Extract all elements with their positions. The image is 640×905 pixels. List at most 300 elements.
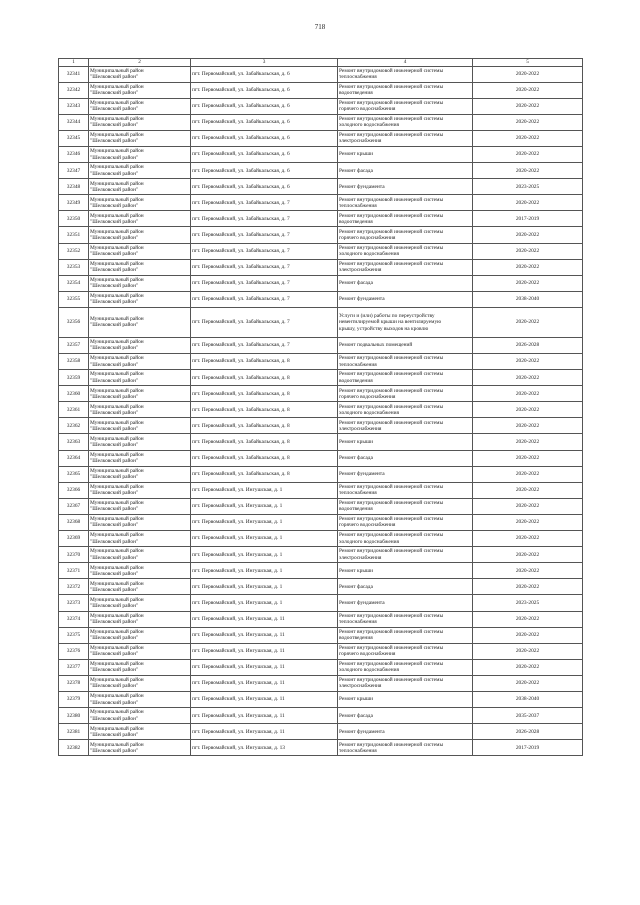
municipality-line: Муниципальный район — [90, 645, 144, 652]
address-cell: пгт. Первомайский, ул. Забайкальская, д. 7 — [191, 243, 338, 259]
municipality-cell — [89, 466, 191, 482]
table-row — [59, 82, 583, 98]
work-type-line: Ремонт внутридомовой инженерной системы — [339, 83, 444, 90]
work-type-cell — [338, 307, 473, 337]
municipality-line: Муниципальный район — [90, 516, 144, 523]
table-row — [59, 259, 583, 275]
municipality-line: "Шелковский район" — [90, 90, 139, 97]
table-row — [59, 643, 583, 659]
municipality-cell — [89, 740, 191, 756]
municipality-line: Муниципальный район — [90, 580, 144, 587]
period-cell: 2023-2025 — [473, 179, 583, 195]
municipality-line: Муниципальный район — [90, 725, 144, 732]
column-number: 1 — [59, 59, 89, 67]
work-type-cell — [338, 450, 473, 466]
municipality-cell — [89, 259, 191, 275]
work-type-line: Ремонт внутридомовой инженерной системы — [339, 132, 444, 139]
period-cell: 2020-2022 — [473, 643, 583, 659]
row-number: 32370 — [59, 547, 89, 563]
municipality-cell — [89, 179, 191, 195]
period-cell: 2020-2022 — [473, 370, 583, 386]
work-type-line: Ремонт фундамента — [339, 728, 385, 735]
row-number: 32371 — [59, 563, 89, 579]
period-cell: 2020-2022 — [473, 66, 583, 82]
municipality-cell — [89, 130, 191, 146]
period-cell: 2026-2028 — [473, 337, 583, 353]
work-type-line: горячего водоснабжения — [339, 522, 396, 529]
row-number: 32363 — [59, 434, 89, 450]
period-cell: 2017-2019 — [473, 740, 583, 756]
municipality-line: Муниципальный район — [90, 451, 144, 458]
address-cell: пгт. Первомайский, ул. Забайкальская, д. 8 — [191, 402, 338, 418]
address-cell: пгт. Первомайский, ул. Забайкальская, д. 6 — [191, 146, 338, 162]
work-type-line: холодного водоснабжения — [339, 122, 399, 129]
work-type-line: Ремонт внутридомовой инженерной системы — [339, 100, 444, 107]
row-number: 32356 — [59, 307, 89, 337]
period-cell: 2023-2025 — [473, 595, 583, 611]
municipality-cell — [89, 370, 191, 386]
municipality-cell — [89, 291, 191, 307]
work-type-line: горячего водоснабжения — [339, 651, 396, 658]
period-cell: 2020-2022 — [473, 259, 583, 275]
table-row — [59, 659, 583, 675]
work-type-cell — [338, 163, 473, 179]
table-row — [59, 579, 583, 595]
row-number: 32365 — [59, 466, 89, 482]
municipality-line: "Шелковский район" — [90, 345, 139, 352]
row-number: 32349 — [59, 195, 89, 211]
work-type-line: электроснабжения — [339, 554, 382, 561]
table-row — [59, 691, 583, 707]
work-type-line: Ремонт внутридомовой инженерной системы — [339, 532, 444, 539]
row-number: 32367 — [59, 498, 89, 514]
period-cell: 2020-2022 — [473, 82, 583, 98]
municipality-line: "Шелковский район" — [90, 442, 139, 449]
municipality-line: "Шелковский район" — [90, 283, 139, 290]
table-row — [59, 547, 583, 563]
municipality-line: Муниципальный район — [90, 371, 144, 378]
row-number: 32361 — [59, 402, 89, 418]
work-type-line: Ремонт фундамента — [339, 183, 385, 190]
period-cell: 2020-2022 — [473, 275, 583, 291]
period-cell: 2020-2022 — [473, 195, 583, 211]
table-row — [59, 595, 583, 611]
work-type-cell — [338, 434, 473, 450]
municipality-cell — [89, 498, 191, 514]
table-row — [59, 611, 583, 627]
municipality-line: "Шелковский район" — [90, 218, 139, 225]
row-number: 32351 — [59, 227, 89, 243]
work-type-line: электроснабжения — [339, 138, 382, 145]
work-type-cell — [338, 740, 473, 756]
work-type-line: водоотведения — [339, 218, 373, 225]
row-number: 32357 — [59, 337, 89, 353]
period-cell: 2020-2022 — [473, 163, 583, 179]
address-cell: пгт. Первомайский, ул. Забайкальская, д. 8 — [191, 434, 338, 450]
registry-table-body — [59, 59, 583, 756]
table-row — [59, 275, 583, 291]
table-row — [59, 514, 583, 530]
work-type-cell — [338, 243, 473, 259]
municipality-cell — [89, 450, 191, 466]
work-type-line: крышу, устройству выходов на кровлю — [339, 325, 429, 332]
work-type-cell — [338, 114, 473, 130]
period-cell: 2020-2022 — [473, 146, 583, 162]
period-cell: 2035-2037 — [473, 708, 583, 724]
work-type-line: холодного водоснабжения — [339, 409, 399, 416]
table-row — [59, 482, 583, 498]
period-cell: 2020-2022 — [473, 386, 583, 402]
work-type-line: Ремонт внутридомовой инженерной системы — [339, 196, 444, 203]
row-number: 32346 — [59, 146, 89, 162]
municipality-line: "Шелковский район" — [90, 299, 139, 306]
period-cell: 2020-2022 — [473, 563, 583, 579]
address-cell: пгт. Первомайский, ул. Ингушская, д. 11 — [191, 691, 338, 707]
municipality-line: Муниципальный район — [90, 628, 144, 635]
address-cell: пгт. Первомайский, ул. Забайкальская, д. 6 — [191, 114, 338, 130]
work-type-line: теплоснабжения — [339, 490, 377, 497]
period-cell: 2038-2040 — [473, 291, 583, 307]
work-type-cell — [338, 482, 473, 498]
municipality-cell — [89, 163, 191, 179]
municipality-cell — [89, 211, 191, 227]
municipality-cell — [89, 337, 191, 353]
work-type-line: Ремонт фасада — [339, 280, 373, 287]
municipality-line: Муниципальный район — [90, 148, 144, 155]
row-number: 32360 — [59, 386, 89, 402]
work-type-cell — [338, 130, 473, 146]
work-type-line: Ремонт фундамента — [339, 599, 385, 606]
municipality-line: "Шелковский район" — [90, 170, 139, 177]
work-type-line: теплоснабжения — [339, 747, 377, 754]
period-cell: 2020-2022 — [473, 531, 583, 547]
table-row — [59, 337, 583, 353]
work-type-cell — [338, 466, 473, 482]
work-type-line: холодного водоснабжения — [339, 251, 399, 258]
address-cell: пгт. Первомайский, ул. Забайкальская, д. 8 — [191, 354, 338, 370]
work-type-line: Ремонт внутридомовой инженерной системы — [339, 677, 444, 684]
row-number: 32358 — [59, 354, 89, 370]
municipality-line: "Шелковский район" — [90, 377, 139, 384]
municipality-line: Муниципальный район — [90, 403, 144, 410]
work-type-line: Ремонт крыши — [339, 438, 373, 445]
address-cell: пгт. Первомайский, ул. Забайкальская, д. 8 — [191, 466, 338, 482]
address-cell: пгт. Первомайский, ул. Ингушская, д. 11 — [191, 675, 338, 691]
municipality-line: "Шелковский район" — [90, 361, 139, 368]
municipality-line: "Шелковский район" — [90, 506, 139, 513]
row-number: 32375 — [59, 627, 89, 643]
work-type-line: Ремонт внутридомовой инженерной системы — [339, 645, 444, 652]
municipality-line: Муниципальный район — [90, 709, 144, 716]
work-type-line: Ремонт фасада — [339, 712, 373, 719]
work-type-cell — [338, 98, 473, 114]
work-type-line: Ремонт внутридомовой инженерной системы — [339, 419, 444, 426]
period-cell: 2020-2022 — [473, 675, 583, 691]
municipality-cell — [89, 275, 191, 291]
row-number: 32362 — [59, 418, 89, 434]
municipality-line: Муниципальный район — [90, 677, 144, 684]
period-cell: 2017-2019 — [473, 211, 583, 227]
municipality-line: "Шелковский район" — [90, 522, 139, 529]
table-row — [59, 243, 583, 259]
work-type-line: Ремонт фасада — [339, 455, 373, 461]
row-number: 32353 — [59, 259, 89, 275]
work-type-line: Ремонт внутридомовой инженерной системы — [339, 500, 444, 507]
row-number: 32374 — [59, 611, 89, 627]
work-type-line: водоотведения — [339, 377, 373, 384]
work-type-line: Ремонт внутридомовой инженерной системы — [339, 661, 444, 668]
municipality-line: Муниципальный район — [90, 244, 144, 251]
period-cell: 2020-2022 — [473, 402, 583, 418]
municipality-line: Муниципальный район — [90, 596, 144, 603]
municipality-cell — [89, 579, 191, 595]
address-cell: пгт. Первомайский, ул. Забайкальская, д. 7 — [191, 337, 338, 353]
municipality-line: "Шелковский район" — [90, 699, 139, 706]
municipality-line: "Шелковский район" — [90, 267, 139, 274]
work-type-line: Ремонт фундамента — [339, 296, 385, 303]
row-number: 32359 — [59, 370, 89, 386]
work-type-cell — [338, 675, 473, 691]
municipality-line: Муниципальный район — [90, 661, 144, 668]
municipality-line: Муниципальный район — [90, 212, 144, 219]
period-cell: 2038-2040 — [473, 691, 583, 707]
period-cell: 2020-2022 — [473, 418, 583, 434]
period-cell: 2020-2022 — [473, 227, 583, 243]
address-cell: пгт. Первомайский, ул. Ингушская, д. 1 — [191, 579, 338, 595]
work-type-line: Ремонт фасада — [339, 167, 373, 174]
work-type-line: теплоснабжения — [339, 202, 377, 209]
work-type-line: электроснабжения — [339, 683, 382, 690]
row-number: 32355 — [59, 291, 89, 307]
period-cell: 2020-2022 — [473, 243, 583, 259]
work-type-cell — [338, 66, 473, 82]
row-number: 32376 — [59, 643, 89, 659]
municipality-cell — [89, 98, 191, 114]
table-row — [59, 146, 583, 162]
municipality-line: "Шелковский район" — [90, 186, 139, 193]
municipality-line: Муниципальный район — [90, 419, 144, 426]
municipality-line: Муниципальный район — [90, 339, 144, 346]
municipality-line: "Шелковский район" — [90, 393, 139, 400]
work-type-line: теплоснабжения — [339, 619, 377, 626]
address-cell: пгт. Первомайский, ул. Забайкальская, д. 8 — [191, 418, 338, 434]
municipality-line: Муниципальный район — [90, 293, 144, 300]
work-type-cell — [338, 531, 473, 547]
address-cell: пгт. Первомайский, ул. Ингушская, д. 11 — [191, 643, 338, 659]
municipality-line: "Шелковский район" — [90, 683, 139, 690]
period-cell: 2020-2022 — [473, 659, 583, 675]
table-row — [59, 66, 583, 82]
address-cell: пгт. Первомайский, ул. Забайкальская, д. 7 — [191, 307, 338, 337]
municipality-line: "Шелковский район" — [90, 154, 139, 161]
work-type-cell — [338, 418, 473, 434]
row-number: 32382 — [59, 740, 89, 756]
table-row — [59, 724, 583, 740]
municipality-line: Муниципальный район — [90, 564, 144, 571]
row-number: 32381 — [59, 724, 89, 740]
work-type-line: Ремонт внутридомовой инженерной системы — [339, 355, 444, 362]
municipality-line: Муниципальный район — [90, 532, 144, 539]
period-cell: 2020-2022 — [473, 130, 583, 146]
municipality-line: "Шелковский район" — [90, 74, 139, 81]
municipality-line: Муниципальный район — [90, 741, 144, 748]
address-cell: пгт. Первомайский, ул. Забайкальская, д. 6 — [191, 130, 338, 146]
row-number: 32343 — [59, 98, 89, 114]
work-type-cell — [338, 547, 473, 563]
work-type-cell — [338, 627, 473, 643]
municipality-line: Муниципальный район — [90, 196, 144, 203]
work-type-cell — [338, 146, 473, 162]
column-number: 4 — [338, 59, 473, 67]
table-row — [59, 354, 583, 370]
column-number: 3 — [191, 59, 338, 67]
municipality-line: Муниципальный район — [90, 484, 144, 491]
work-type-cell — [338, 579, 473, 595]
municipality-line: "Шелковский район" — [90, 554, 139, 561]
address-cell: пгт. Первомайский, ул. Забайкальская, д. 6 — [191, 163, 338, 179]
address-cell: пгт. Первомайский, ул. Забайкальская, д. 7 — [191, 291, 338, 307]
address-cell: пгт. Первомайский, ул. Забайкальская, д. 7 — [191, 275, 338, 291]
address-cell: пгт. Первомайский, ул. Забайкальская, д. 6 — [191, 82, 338, 98]
work-type-line: теплоснабжения — [339, 361, 377, 368]
table-row — [59, 195, 583, 211]
row-number: 32344 — [59, 114, 89, 130]
work-type-line: электроснабжения — [339, 425, 382, 432]
period-cell: 2020-2022 — [473, 627, 583, 643]
municipality-line: "Шелковский район" — [90, 538, 139, 545]
address-cell: пгт. Первомайский, ул. Забайкальская, д. 7 — [191, 211, 338, 227]
municipality-cell — [89, 547, 191, 563]
row-number: 32379 — [59, 691, 89, 707]
municipality-line: "Шелковский район" — [90, 425, 139, 432]
address-cell: пгт. Первомайский, ул. Ингушская, д. 1 — [191, 531, 338, 547]
address-cell: пгт. Первомайский, ул. Забайкальская, д. 8 — [191, 370, 338, 386]
work-type-line: Ремонт внутридомовой инженерной системы — [339, 244, 444, 251]
work-type-cell — [338, 275, 473, 291]
period-cell: 2020-2022 — [473, 482, 583, 498]
work-type-line: электроснабжения — [339, 267, 382, 274]
work-type-line: Ремонт внутридомовой инженерной системы — [339, 212, 444, 219]
table-row — [59, 434, 583, 450]
municipality-cell — [89, 66, 191, 82]
period-cell: 2020-2022 — [473, 611, 583, 627]
municipality-line: Муниципальный район — [90, 260, 144, 267]
work-type-line: Ремонт внутридомовой инженерной системы — [339, 612, 444, 619]
table-row — [59, 627, 583, 643]
address-cell: пгт. Первомайский, ул. Забайкальская, д. 6 — [191, 66, 338, 82]
row-number: 32347 — [59, 163, 89, 179]
work-type-cell — [338, 195, 473, 211]
municipality-line: "Шелковский район" — [90, 458, 139, 465]
work-type-cell — [338, 386, 473, 402]
municipality-cell — [89, 114, 191, 130]
work-type-line: водоотведения — [339, 506, 373, 513]
work-type-cell — [338, 659, 473, 675]
table-row — [59, 98, 583, 114]
municipality-line: Муниципальный район — [90, 164, 144, 171]
municipality-line: Муниципальный район — [90, 180, 144, 187]
work-type-line: Ремонт крыши — [339, 151, 373, 158]
address-cell: пгт. Первомайский, ул. Ингушская, д. 11 — [191, 627, 338, 643]
municipality-cell — [89, 724, 191, 740]
work-type-cell — [338, 708, 473, 724]
address-cell: пгт. Первомайский, ул. Забайкальская, д. 6 — [191, 98, 338, 114]
row-number: 32377 — [59, 659, 89, 675]
municipality-cell — [89, 531, 191, 547]
period-cell: 2020-2022 — [473, 450, 583, 466]
column-number: 2 — [89, 59, 191, 67]
column-number: 5 — [473, 59, 583, 67]
work-type-cell — [338, 514, 473, 530]
work-type-line: Ремонт крыши — [339, 567, 373, 574]
row-number: 32368 — [59, 514, 89, 530]
municipality-cell — [89, 595, 191, 611]
municipality-cell — [89, 354, 191, 370]
municipality-line: Муниципальный район — [90, 132, 144, 139]
table-row — [59, 114, 583, 130]
municipality-line: Муниципальный район — [90, 468, 144, 474]
municipality-cell — [89, 482, 191, 498]
table-row — [59, 163, 583, 179]
work-type-cell — [338, 82, 473, 98]
work-type-line: Ремонт фасада — [339, 583, 373, 590]
municipality-line: "Шелковский район" — [90, 570, 139, 577]
table-row — [59, 227, 583, 243]
table-row — [59, 130, 583, 146]
municipality-line: "Шелковский район" — [90, 586, 139, 593]
municipality-line: "Шелковский район" — [90, 409, 139, 416]
municipality-line: "Шелковский район" — [90, 234, 139, 241]
municipality-cell — [89, 659, 191, 675]
table-row — [59, 675, 583, 691]
period-cell: 2026-2028 — [473, 724, 583, 740]
registry-table — [58, 58, 583, 756]
work-type-line: Ремонт внутридомовой инженерной системы — [339, 387, 444, 394]
municipality-line: "Шелковский район" — [90, 651, 139, 658]
address-cell: пгт. Первомайский, ул. Ингушская, д. 1 — [191, 514, 338, 530]
address-cell: пгт. Первомайский, ул. Ингушская, д. 11 — [191, 611, 338, 627]
work-type-cell — [338, 337, 473, 353]
municipality-line: Муниципальный район — [90, 228, 144, 235]
row-number: 32345 — [59, 130, 89, 146]
row-number: 32342 — [59, 82, 89, 98]
work-type-cell — [338, 498, 473, 514]
municipality-line: Муниципальный район — [90, 387, 144, 394]
period-cell: 2020-2022 — [473, 547, 583, 563]
municipality-line: Муниципальный район — [90, 116, 144, 123]
municipality-line: "Шелковский район" — [90, 322, 139, 329]
municipality-cell — [89, 611, 191, 627]
municipality-line: Муниципальный район — [90, 355, 144, 362]
address-cell: пгт. Первомайский, ул. Ингушская, д. 1 — [191, 498, 338, 514]
work-type-cell — [338, 370, 473, 386]
work-type-line: Ремонт внутридомовой инженерной системы — [339, 116, 444, 123]
municipality-cell — [89, 386, 191, 402]
municipality-line: "Шелковский район" — [90, 106, 139, 113]
page-number: 718 — [314, 23, 326, 31]
municipality-line: "Шелковский район" — [90, 251, 139, 258]
work-type-line: горячего водоснабжения — [339, 393, 396, 400]
municipality-line: "Шелковский район" — [90, 635, 139, 642]
municipality-line: "Шелковский район" — [90, 122, 139, 129]
municipality-line: Муниципальный район — [90, 693, 144, 700]
work-type-line: Ремонт внутридомовой инженерной системы — [339, 67, 444, 74]
period-cell: 2020-2022 — [473, 114, 583, 130]
address-cell: пгт. Первомайский, ул. Забайкальская, д. 8 — [191, 450, 338, 466]
table-row — [59, 179, 583, 195]
municipality-line: Муниципальный район — [90, 67, 144, 74]
work-type-line: невентилируемой крыши на вентилируемую — [339, 319, 442, 326]
